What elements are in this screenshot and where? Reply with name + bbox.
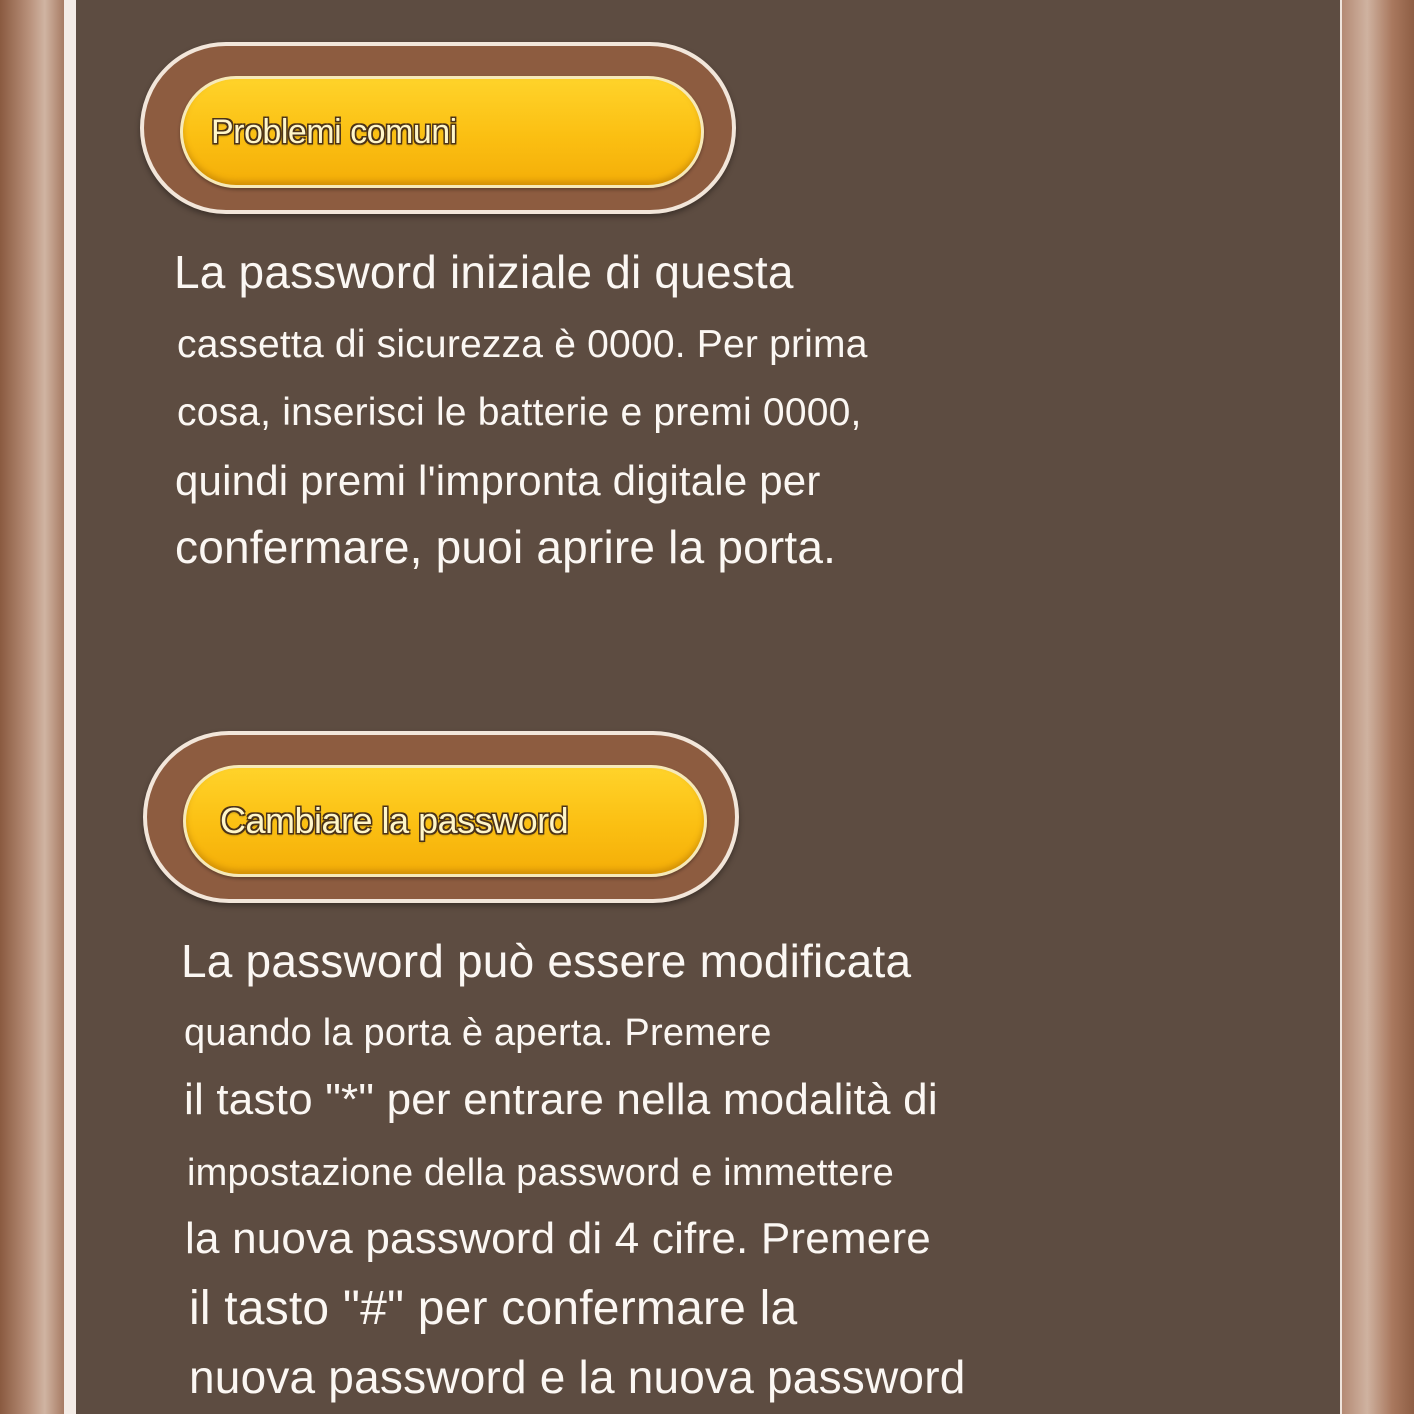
right-border-decoration xyxy=(1342,0,1414,1414)
section-header-label: Problemi comuni xyxy=(211,113,457,151)
section-header-label: Cambiare la password xyxy=(220,800,569,841)
section-header-pill xyxy=(180,76,704,188)
left-border-decoration xyxy=(0,0,64,1414)
left-frame-line xyxy=(64,0,76,1414)
paragraph-line: quindi premi l'impronta digitale per xyxy=(175,457,821,504)
paragraph-line: cassetta di sicurezza è 0000. Per prima xyxy=(177,323,868,366)
paragraph-line: impostazione della password e immettere xyxy=(187,1152,894,1194)
paragraph-line: il tasto "*" per entrare nella modalità di xyxy=(184,1075,938,1124)
paragraph-line: cosa, inserisci le batterie e premi 0000, xyxy=(177,391,862,434)
paragraph-line: il tasto "#" per confermare la xyxy=(189,1282,798,1335)
paragraph-line: confermare, puoi aprire la porta. xyxy=(175,521,837,573)
paragraph-line: la nuova password di 4 cifre. Premere xyxy=(185,1214,931,1263)
paragraph-line: La password può essere modificata xyxy=(181,935,912,987)
section-header-change-password xyxy=(143,731,739,903)
paragraph-line: nuova password e la nuova password xyxy=(189,1351,966,1403)
paragraph-line: quando la porta è aperta. Premere xyxy=(184,1012,772,1054)
section-header-common-problems xyxy=(140,42,736,214)
paragraph-line: La password iniziale di questa xyxy=(174,246,794,298)
section-header-pill xyxy=(183,765,707,877)
